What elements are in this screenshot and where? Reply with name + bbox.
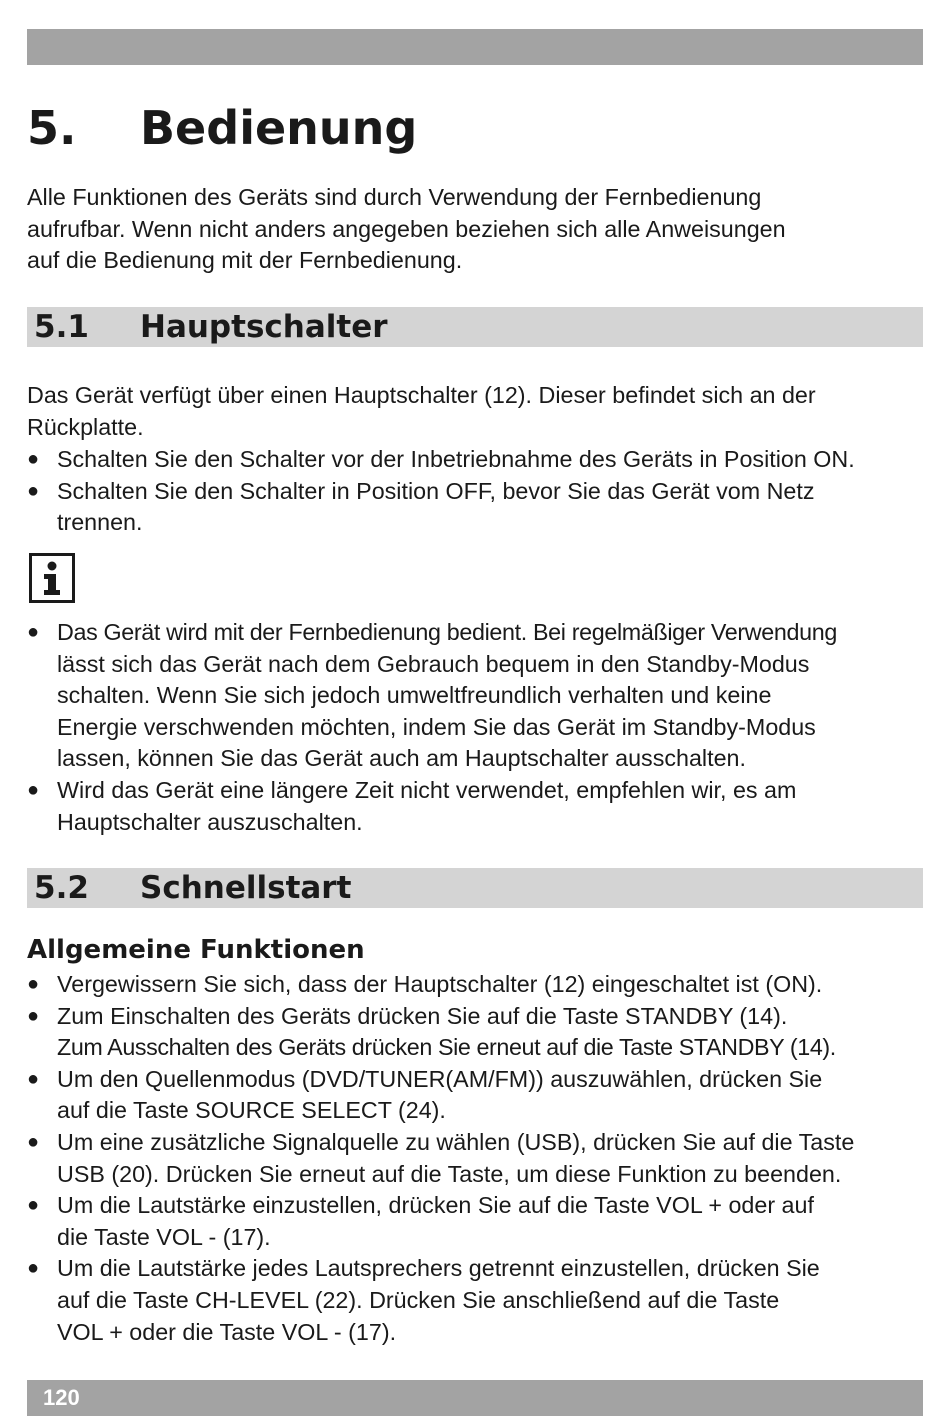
list-item: [27, 775, 923, 838]
bullet-icon: ●: [27, 1257, 40, 1280]
list-item-text: Zum Einschalten des Geräts drücken Sie auf die Taste STANDBY (14).: [57, 1002, 788, 1029]
section-heading-hauptschalter: [27, 307, 923, 347]
page-number: 120: [43, 1385, 80, 1410]
list-item-text: lässt sich das Gerät nach dem Gebrauch bequem in den Standby-Modus: [57, 650, 810, 677]
list-item: [27, 1253, 923, 1348]
list-item: [27, 969, 923, 1001]
paragraph-line: Das Gerät verfügt über einen Hauptschalter (12). Dieser befindet sich an der: [27, 382, 816, 408]
list-item: [27, 1001, 923, 1064]
list-item-text: schalten. Wenn Sie sich jedoch umweltfreundlich verhalten und keine: [57, 682, 772, 709]
section-title-text: Schnellstart: [140, 870, 352, 906]
header-bar: [27, 29, 923, 65]
intro-paragraph: [27, 182, 923, 277]
info-bullet-list: [27, 617, 923, 838]
paragraph-line: Rückplatte.: [27, 413, 144, 440]
list-item-text: Vergewissern Sie sich, dass der Hauptschalter (12) eingeschaltet ist (ON).: [57, 971, 823, 997]
section-number: 5.1: [34, 309, 89, 345]
schnellstart-bullet-list: [27, 969, 923, 1348]
info-icon: [29, 553, 75, 603]
footer-bar: [27, 1380, 923, 1416]
bullet-icon: ●: [27, 621, 40, 643]
intro-line: aufrufbar. Wenn nicht anders angegeben beziehen sich alle Anweisungen: [27, 215, 786, 242]
list-item-text: Zum Ausschalten des Geräts drücken Sie erneut auf die Taste STANDBY (14).: [57, 1034, 836, 1061]
chapter-title: [27, 98, 417, 158]
list-item-text: Um die Lautstärke einzustellen, drücken Sie auf die Taste VOL + oder auf: [57, 1192, 814, 1219]
list-item-text: Um eine zusätzliche Signalquelle zu wählen (USB), drücken Sie auf die Taste: [57, 1128, 855, 1155]
list-item: [27, 1064, 923, 1127]
bullet-icon: ●: [27, 1130, 40, 1153]
bullet-icon: ●: [27, 1194, 40, 1217]
list-item-text: auf die Taste CH-LEVEL (22). Drücken Sie anschließend auf die Taste: [57, 1286, 780, 1313]
list-item-text: lassen, können Sie das Gerät auch am Hauptschalter ausschalten.: [57, 745, 746, 772]
bullet-icon: ●: [27, 973, 40, 995]
section-title: [34, 868, 351, 908]
bullet-icon: ●: [27, 778, 40, 801]
list-item-text: die Taste VOL - (17).: [57, 1223, 271, 1250]
bullet-icon: ●: [27, 1067, 40, 1090]
list-item-text: USB (20). Drücken Sie erneut auf die Taste, um diese Funktion zu beenden.: [57, 1160, 842, 1187]
intro-line: auf die Bedienung mit der Fernbedienung.: [27, 247, 463, 274]
list-item-text: Schalten Sie den Schalter in Position OFF, bevor Sie das Gerät vom Netz: [57, 477, 815, 504]
list-item-text: Um die Lautstärke jedes Lautsprechers getrennt einzustellen, drücken Sie: [57, 1255, 820, 1282]
chapter-number: 5.: [27, 101, 77, 155]
intro-line: Alle Funktionen des Geräts sind durch Verwendung der Fernbedienung: [27, 184, 762, 210]
list-item-text: VOL + oder die Taste VOL - (17).: [57, 1318, 397, 1345]
list-item: [27, 1127, 923, 1190]
hauptschalter-bullet-list: [27, 444, 923, 539]
list-item-text: Schalten Sie den Schalter vor der Inbetriebnahme des Geräts in Position ON.: [57, 446, 855, 472]
section-heading-schnellstart: [27, 868, 923, 908]
list-item: [27, 444, 923, 476]
section-number: 5.2: [34, 870, 89, 906]
list-item-text: Das Gerät wird mit der Fernbedienung bedient. Bei regelmäßiger Verwendung: [57, 619, 837, 645]
list-item-text: trennen.: [57, 509, 143, 536]
hauptschalter-paragraph: [27, 380, 923, 443]
bullet-icon: ●: [27, 479, 40, 502]
section-title: [34, 307, 388, 347]
bullet-icon: ●: [27, 1004, 40, 1027]
list-item: [27, 617, 923, 775]
list-item-text: Hauptschalter auszuschalten.: [57, 808, 363, 835]
list-item-text: Wird das Gerät eine längere Zeit nicht verwendet, empfehlen wir, es am: [57, 776, 797, 803]
list-item-text: Energie verschwenden möchten, indem Sie das Gerät im Standby-Modus: [57, 713, 816, 740]
bullet-icon: ●: [27, 448, 40, 470]
list-item: [27, 476, 923, 539]
list-item-text: auf die Taste SOURCE SELECT (24).: [57, 1097, 446, 1124]
chapter-title-text: Bedienung: [140, 101, 418, 155]
list-item: [27, 1190, 923, 1253]
list-item-text: Um den Quellenmodus (DVD/TUNER(AM/FM)) auszuwählen, drücken Sie: [57, 1065, 823, 1092]
section-title-text: Hauptschalter: [140, 309, 388, 345]
subheading-allgemeine-funktionen: Allgemeine Funktionen: [27, 935, 365, 965]
